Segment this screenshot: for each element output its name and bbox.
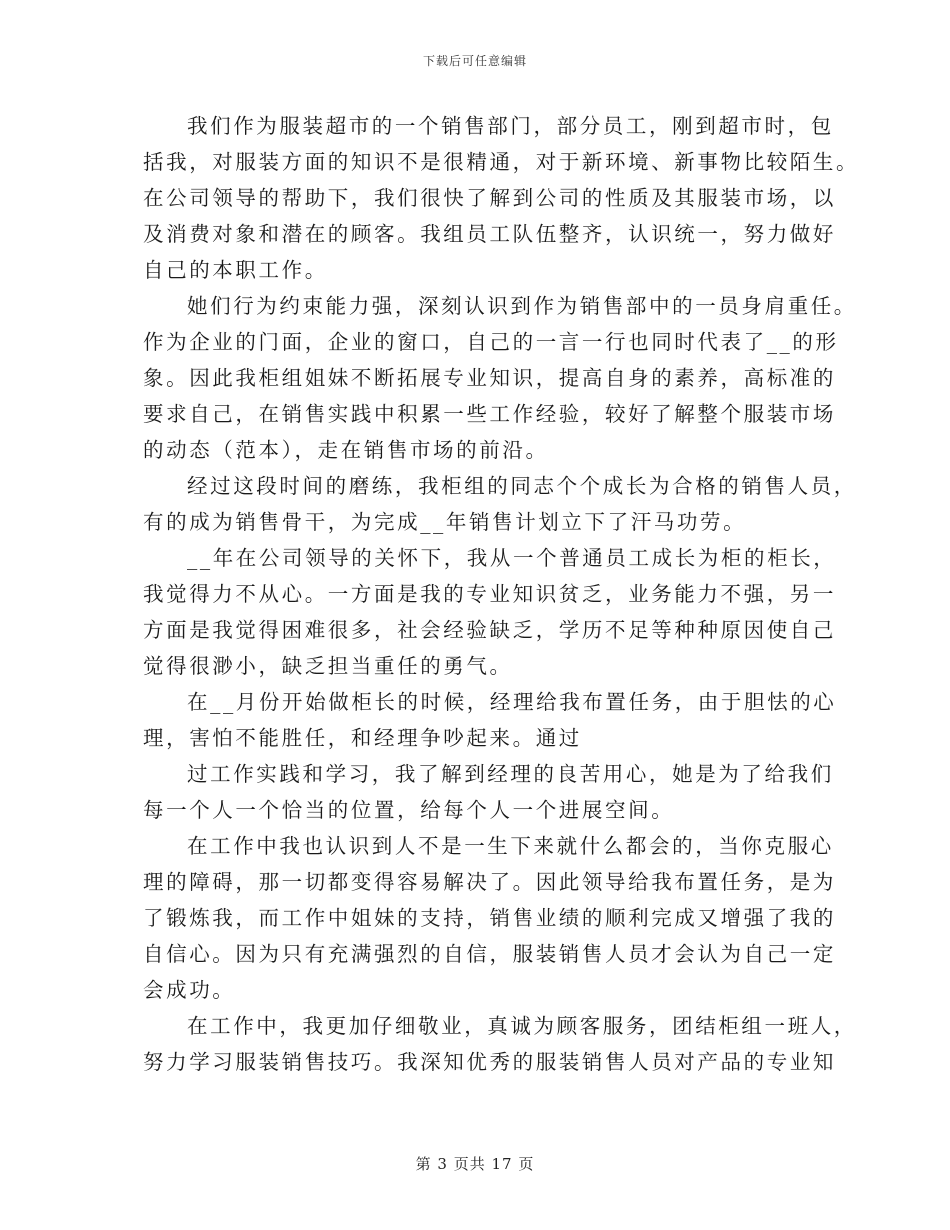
document-body	[143, 108, 860, 1080]
page-header: 下载后可任意编辑	[422, 54, 527, 68]
text-line: 理的障碍，那一切都变得容易解决了。因此领导给我布置任务，是为	[143, 870, 836, 894]
text-line: 作为企业的门面，企业的窗口，自己的一言一行也同时代表了__的形	[143, 330, 839, 354]
text-line: 了锻炼我，而工作中姐妹的支持，销售业绩的顺利完成又增强了我的	[143, 906, 836, 930]
page-footer: 第 3 页共 17 页	[415, 1155, 535, 1173]
text-line: 我觉得力不从心。一方面是我的专业知识贫乏，业务能力不强，另一	[143, 582, 836, 606]
text-line: 自己的本职工作。	[143, 258, 328, 282]
text-line: 括我，对服装方面的知识不是很精通，对于新环境、新事物比较陌生。	[143, 150, 860, 174]
text-line: 理，害怕不能胜任，和经理争吵起来。通过	[143, 726, 582, 750]
text-line: 的动态（范本），走在销售市场的前沿。	[143, 438, 549, 462]
text-line: 及消费对象和潜在的顾客。我组员工队伍整齐，认识统一，努力做好	[143, 222, 836, 246]
text-line: 要求自己，在销售实践中积累一些工作经验，较好了解整个服装市场	[143, 402, 836, 426]
text-line: 经过这段时间的磨练，我柜组的同志个个成长为合格的销售人员，	[187, 474, 857, 498]
text-line: 过工作实践和学习，我了解到经理的良苦用心，她是为了给我们	[187, 762, 834, 786]
text-line: 在__月份开始做柜长的时候，经理给我布置任务，由于胆怯的心	[187, 690, 837, 714]
text-line: 方面是我觉得困难很多，社会经验缺乏，学历不足等种种原因使自己	[143, 618, 836, 642]
text-line: 自信心。因为只有充满强烈的自信，服装销售人员才会认为自己一定	[143, 942, 836, 966]
text-line: 我们作为服装超市的一个销售部门，部分员工，刚到超市时，包	[187, 114, 834, 138]
text-line: 每一个人一个恰当的位置，给每个人一个进展空间。	[143, 798, 675, 822]
text-line: __年在公司领导的关怀下，我从一个普通员工成长为柜的柜长，	[187, 546, 837, 570]
text-line: 觉得很渺小，缺乏担当重任的勇气。	[143, 654, 513, 678]
text-line: 她们行为约束能力强，深刻认识到作为销售部中的一员身肩重任。	[187, 294, 857, 318]
text-line: 象。因此我柜组姐妹不断拓展专业知识，提高自身的素养，高标准的	[143, 366, 836, 390]
text-line: 努力学习服装销售技巧。我深知优秀的服装销售人员对产品的专业知	[143, 1050, 836, 1074]
text-line: 在工作中我也认识到人不是一生下来就什么都会的，当你克服心	[187, 834, 834, 858]
text-line: 在公司领导的帮助下，我们很快了解到公司的性质及其服装市场，以	[143, 186, 836, 210]
text-line: 会成功。	[143, 978, 236, 1002]
text-line: 在工作中，我更加仔细敬业，真诚为顾客服务，团结柜组一班人，	[187, 1014, 857, 1038]
text-line: 有的成为销售骨干，为完成__年销售计划立下了汗马功劳。	[143, 510, 747, 534]
